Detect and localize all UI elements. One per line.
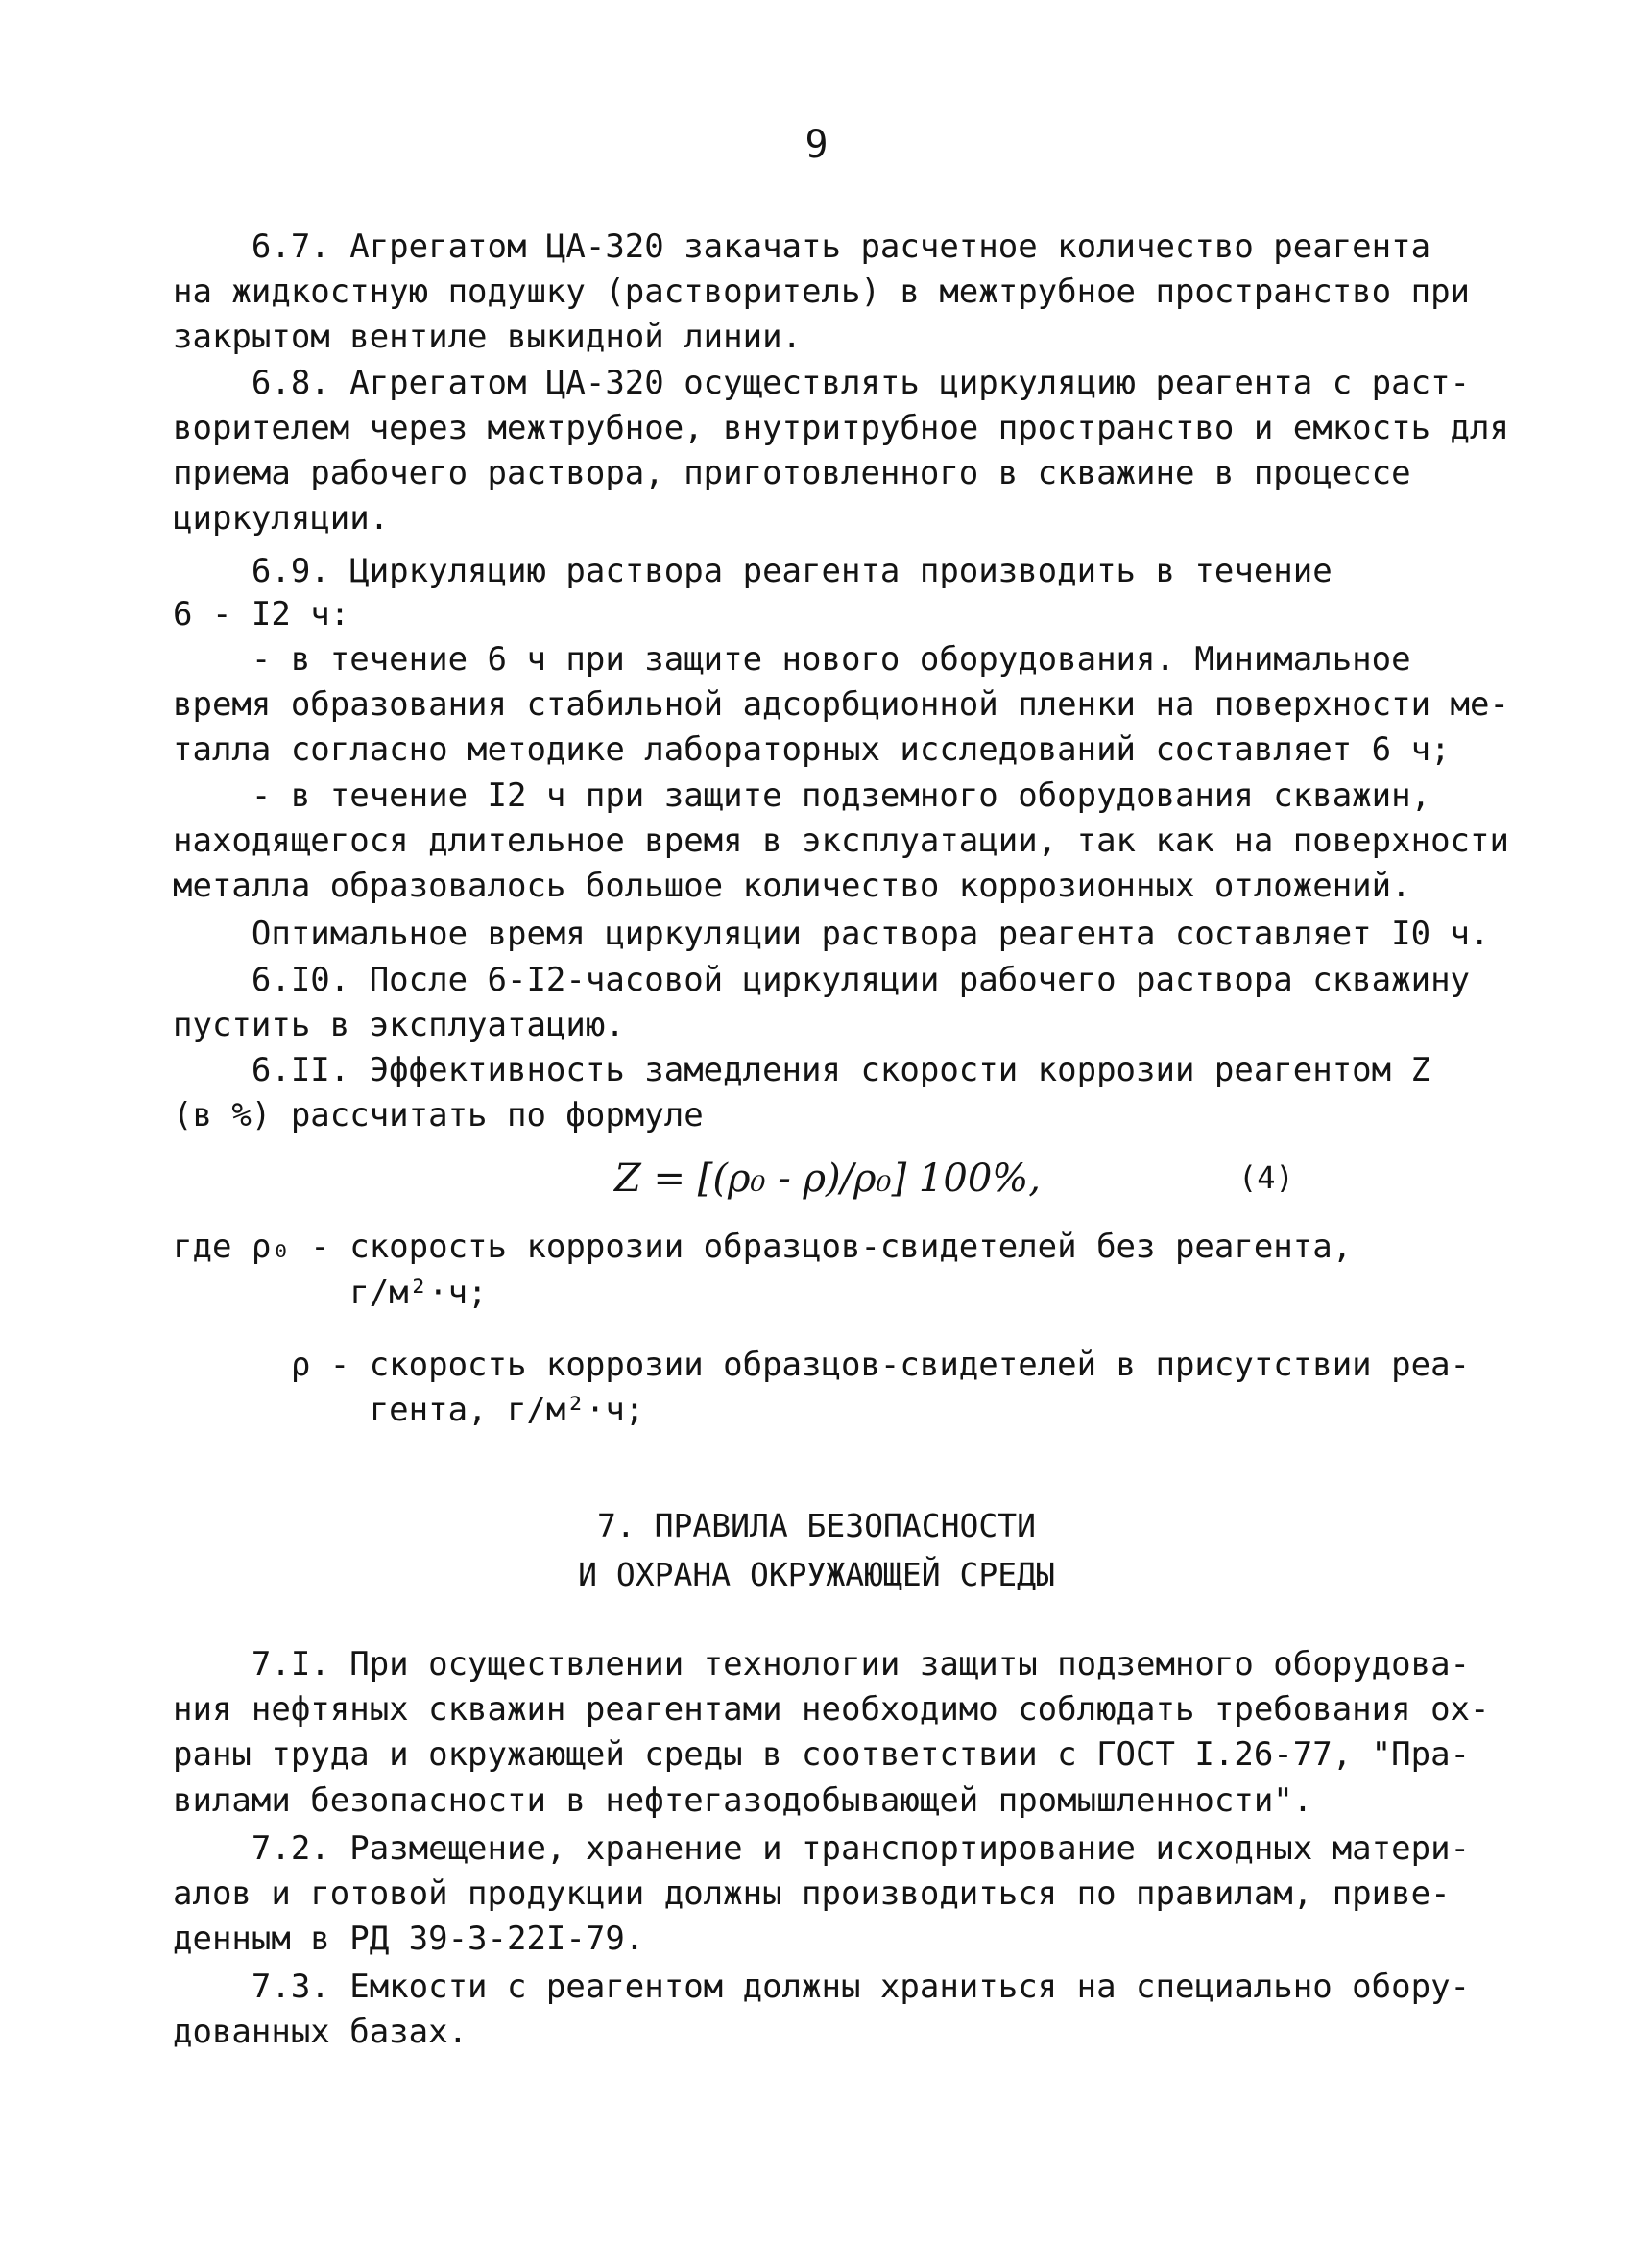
text-line: вилами безопасности в нефтегазодобывающей промышленности". <box>173 1781 1313 1820</box>
text-line: 6.II. Эффективность замедления скорости коррозии реагентом Z <box>173 1051 1431 1089</box>
heading-line: 7. ПРАВИЛА БЕЗОПАСНОСТИ <box>597 1507 1036 1544</box>
text-line: 6 - I2 ч: <box>173 595 350 633</box>
text-line: талла согласно методике лабораторных исследований составляет 6 ч; <box>173 730 1451 769</box>
text-line: 7.I. При осуществлении технологии защиты подземного оборудова- <box>173 1645 1471 1683</box>
text-line: приема рабочего раствора, приготовленного в скважине в процессе <box>173 454 1411 492</box>
text-line: - в течение I2 ч при защите подземного оборудования скважин, <box>173 776 1431 815</box>
text-line: раны труда и окружающей среды в соответствии с ГОСТ I.26-77, "Пра- <box>173 1735 1471 1774</box>
definition-line: гента, г/м²·ч; <box>173 1391 645 1429</box>
text-line: 6.8. Агрегатом ЦА-320 осуществлять циркуляцию реагента с раст- <box>173 364 1471 402</box>
text-line: 7.2. Размещение, хранение и транспортирование исходных матери- <box>173 1829 1471 1868</box>
text-line: дованных базах. <box>173 2013 468 2051</box>
text-line: Оптимальное время циркуляции раствора реагента составляет I0 ч. <box>173 915 1490 953</box>
text-line: пустить в эксплуатацию. <box>173 1006 625 1044</box>
text-line: циркуляции. <box>173 499 390 537</box>
text-line: 7.3. Емкости с реагентом должны храниться на специально обору- <box>173 1968 1471 2006</box>
text-line: алов и готовой продукции должны производиться по правилам, приве- <box>173 1874 1451 1913</box>
text-line: - в течение 6 ч при защите нового оборудования. Минимальное <box>173 640 1411 679</box>
text-line: 6.7. Агрегатом ЦА-320 закачать расчетное количество реагента <box>173 227 1431 266</box>
definition-line: где ρ₀ - скорость коррозии образцов-свидетелей без реагента, <box>173 1228 1353 1266</box>
text-line: на жидкостную подушку (растворитель) в межтрубное пространство при <box>173 273 1471 311</box>
formula: Z = [(ρ₀ - ρ)/ρ₀] 100%, <box>614 1157 1041 1201</box>
text-line: ворителем через межтрубное, внутритрубное пространство и емкость для <box>173 409 1509 447</box>
text-line: ния нефтяных скважин реагентами необходимо соблюдать требования ох- <box>173 1690 1490 1729</box>
text-line: 6.I0. После 6-I2-часовой циркуляции рабочего раствора скважину <box>173 961 1471 999</box>
text-line: 6.9. Циркуляцию раствора реагента производить в течение <box>173 552 1333 590</box>
definition-line: ρ - скорость коррозии образцов-свидетелей в присутствии реа- <box>173 1346 1471 1384</box>
text-line: время образования стабильной адсорбционной пленки на поверхности ме- <box>173 685 1509 724</box>
text-line: находящегося длительное время в эксплуатации, так как на поверхности <box>173 822 1509 860</box>
text-line: металла образовалось большое количество коррозионных отложений. <box>173 867 1411 905</box>
text-line: (в %) рассчитать по формуле <box>173 1096 704 1134</box>
text-line: денным в РД 39-3-22I-79. <box>173 1920 645 1958</box>
heading-line: И ОХРАНА ОКРУЖАЮЩЕЙ СРЕДЫ <box>578 1556 1055 1593</box>
text-line: закрытом вентиле выкидной линии. <box>173 318 803 356</box>
definition-line: г/м²·ч; <box>173 1274 488 1312</box>
formula-number: (4) <box>1238 1159 1294 1196</box>
page-number: 9 <box>804 123 829 167</box>
